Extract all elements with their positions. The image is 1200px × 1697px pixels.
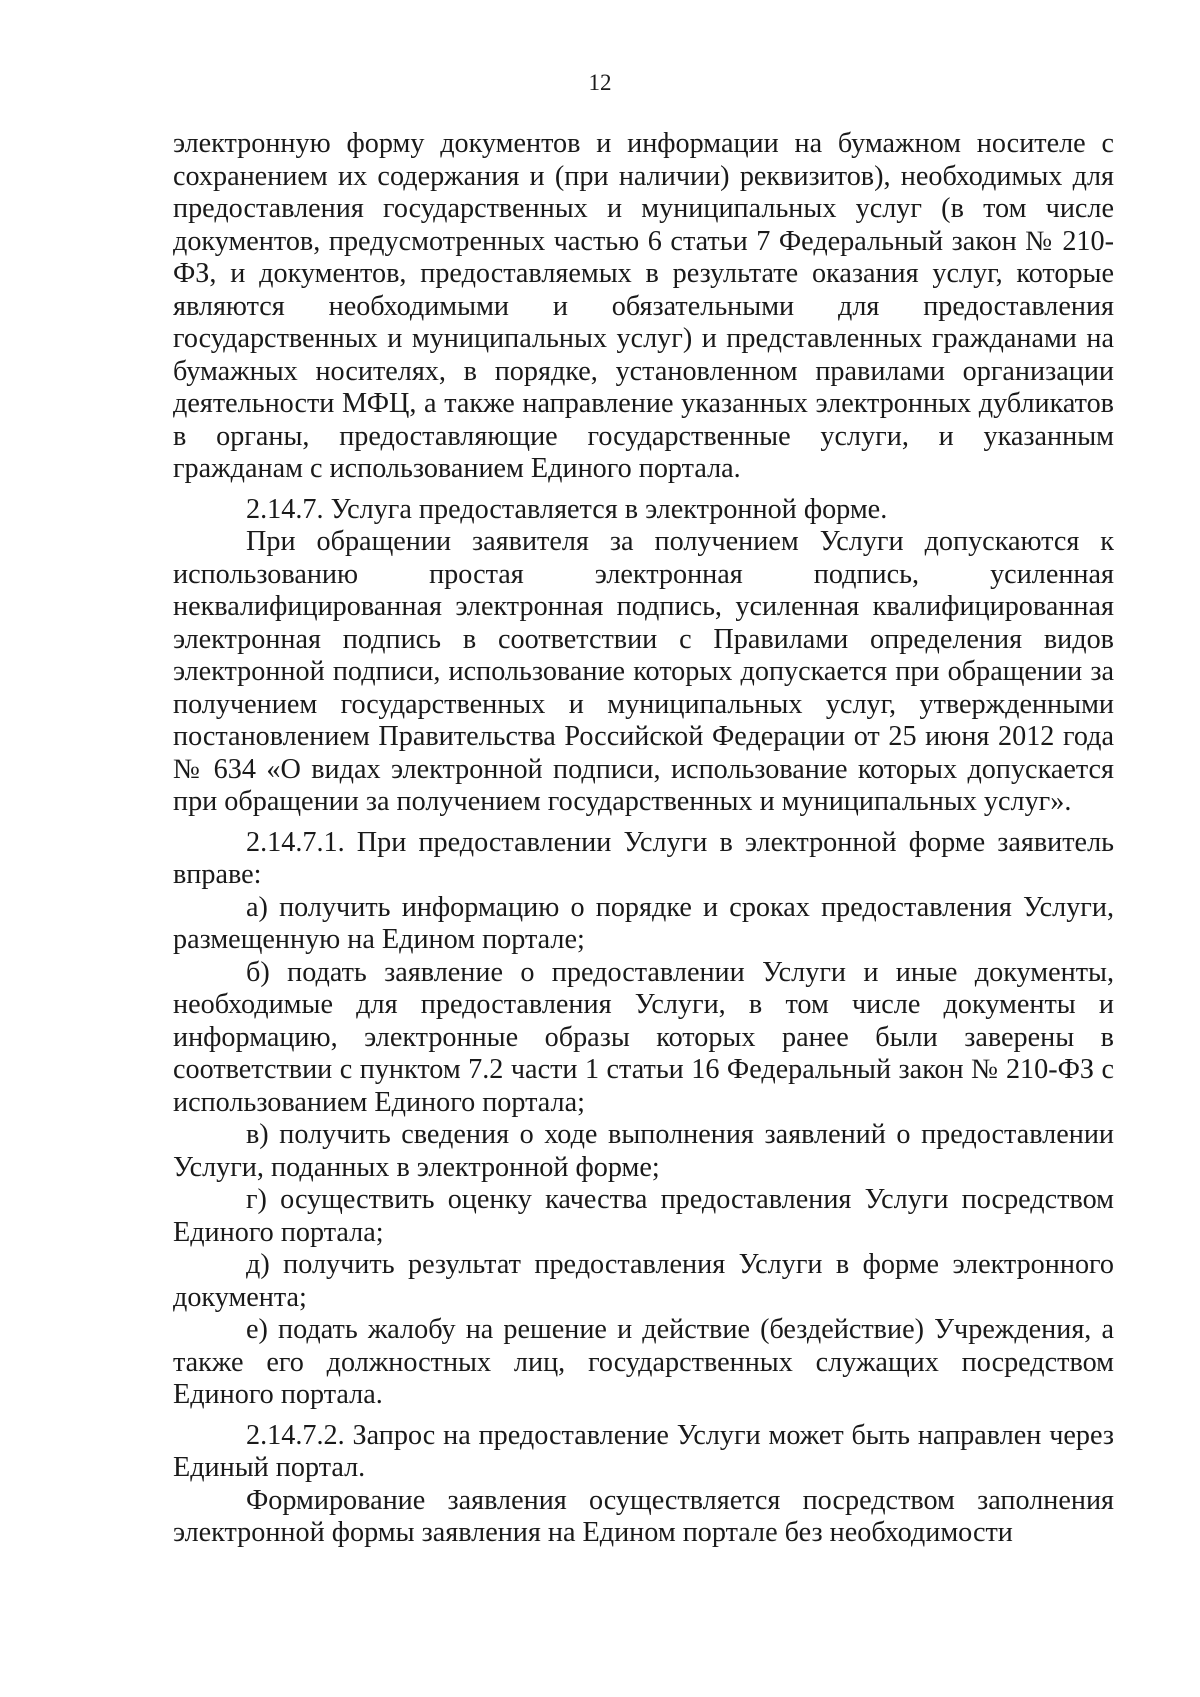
list-item-d: д) получить результат предоставления Услуги в форме электронного документа; bbox=[173, 1249, 1114, 1313]
document-body bbox=[173, 128, 1114, 1550]
list-item-e: е) подать жалобу на решение и действие (бездействие) Учреждения, а также его должностных лиц, государственных служащих посредством Единого портала. bbox=[173, 1314, 1114, 1410]
paragraph-2-14-7-2: 2.14.7.2. Запрос на предоставление Услуги может быть направлен через Единый портал. bbox=[173, 1419, 1114, 1483]
paragraph-2-14-7-1: 2.14.7.1. При предоставлении Услуги в электронной форме заявитель вправе: bbox=[173, 826, 1114, 890]
paragraph-signatures: При обращении заявителя за получением Услуги допускаются к использованию простая электронная подпись, усиленная неквалифицированная электронная подпись, усиленная квалифицированная электронная подпись в соответствии с Правилами определения видов электронной подписи, использование которых допускается при обращении за получением государственных и муниципальных услуг, утвержденными постановлением Правительства Российской Федерации от 25 июня 2012 года № 634 «О видах электронной подписи, использование которых допускается при обращении за получением государственных и муниципальных услуг». bbox=[173, 526, 1114, 817]
paragraph-2-14-7: 2.14.7. Услуга предоставляется в электронной форме. bbox=[246, 493, 888, 525]
paragraph-form-filling: Формирование заявления осуществляется посредством заполнения электронной формы заявления на Едином портале без необходимости bbox=[173, 1484, 1114, 1548]
list-item-b: б) подать заявление о предоставлении Услуги и иные документы, необходимые для предоставления Услуги, в том числе документы и информацию, электронные образы которых ранее были заверены в соответствии с пунктом 7.2 части 1 статьи 16 Федеральный закон № 210-ФЗ с использованием Единого портала; bbox=[173, 956, 1114, 1118]
list-item-a: а) получить информацию о порядке и сроках предоставления Услуги, размещенную на Едином портале; bbox=[173, 891, 1114, 955]
paragraph-continuation: электронную форму документов и информации на бумажном носителе с сохранением их содержания и (при наличии) реквизитов), необходимых для предоставления государственных и муниципальных услуг (в том числе документов, предусмотренных частью 6 статьи 7 Федеральный закон № 210-ФЗ, и документов, предоставляемых в результате оказания услуг, которые являются необходимыми и обязательными для предоставления государственных и муниципальных услуг) и представленных гражданами на бумажных носителях, в порядке, установленном правилами организации деятельности МФЦ, а также направление указанных электронных дубликатов в органы, предоставляющие государственные услуги, и указанным гражданам с использованием Единого портала. bbox=[173, 128, 1114, 484]
list-item-v: в) получить сведения о ходе выполнения заявлений о предоставлении Услуги, поданных в электронной форме; bbox=[173, 1119, 1114, 1183]
list-item-g: г) осуществить оценку качества предоставления Услуги посредством Единого портала; bbox=[173, 1184, 1114, 1248]
page-number: 12 bbox=[588, 70, 612, 95]
